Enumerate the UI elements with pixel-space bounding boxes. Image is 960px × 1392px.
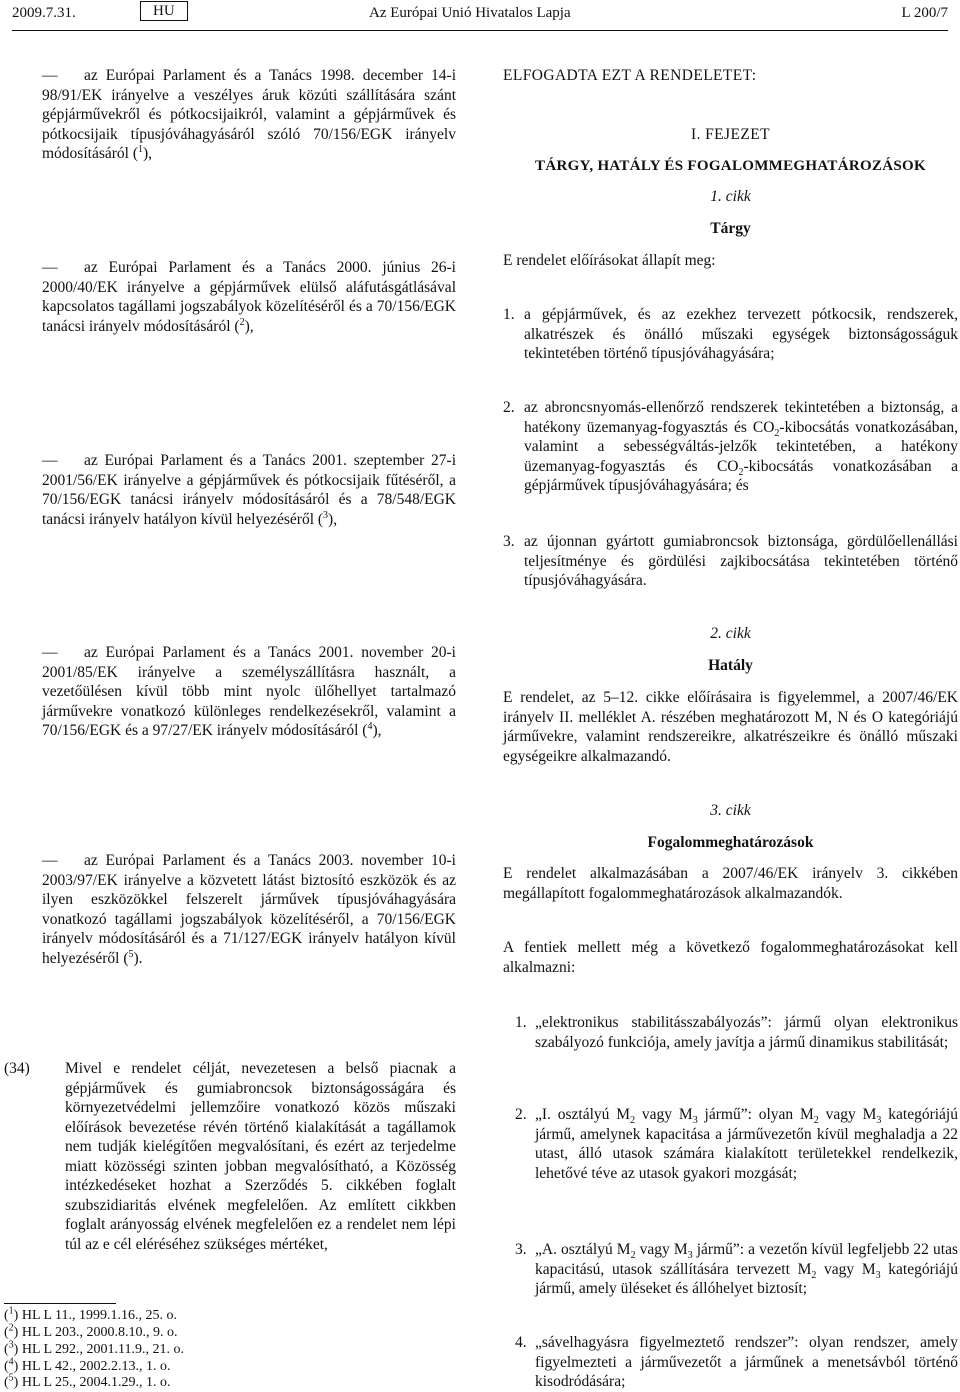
list-item: — az Európai Parlament és a Tanács 2003. november 10-i 2003/97/EK irányelve a közvetett látást biztosító eszközök és az ilyen eszközökkel felszerelt járművek típusjóváhagyására vonatkozó tagállami jogszabályok közelítéséről, a 70/156/EGK irányelv módosításáról és a 71/127/EGK irányelv hatályon kívül helyezéséről ($^5$). (42, 852, 456, 967)
footnote: ($^2$) HL L 203., 2000.8.10., 9. o. (4, 1322, 178, 1340)
adoption-formula: ELFOGADTA EZT A RENDELETET: (503, 67, 757, 84)
article-2-number: 2. cikk (710, 625, 751, 642)
article-1-intro: E rendelet előírásokat állapít meg: (503, 252, 716, 269)
article-2-text: E rendelet, az 5–12. cikke előírásaira is figyelemmel, a 2007/46/EK irányelv II. melléklet A. részében meghatározott M, N és O kategóriájú járművekre, valamint rendszereikre, alkatrészeikre és önálló műszaki egységeikre alkalmazandó. (503, 689, 958, 765)
footnote-ref: 3 (323, 509, 329, 521)
recital-34 (4, 1059, 456, 1254)
recital-text: Mivel e rendelet célját, nevezetesen a belső piacnak a gépjárművek és gumiabroncsok biztonságosságára és környezetvédelmi jellemzőire vonatkozó közös műszaki előírások bevezetése révén történő kialakítását a tagállamok nem tudják kielégítően megvalósítani, és ezért az terjedelme miatt közösségi szinten jobban megvalósítható, a Közösség intézkedéseket hozhat a Szerződés 5. cikkében foglalt szubszidiaritás elvének megfelelően. Az említett cikkben foglalt arányosság elvének megfelelően ez a rendelet nem lépi túl az e cél eléréséhez szükséges mértéket, (65, 1060, 456, 1253)
footnote: ($^1$) HL L 11., 1999.1.16., 25. o. (4, 1305, 177, 1323)
article-3-paragraph: E rendelet alkalmazásában a 2007/46/EK irányelv 3. cikkében megállapított fogalommeghatározások alkalmazandók. (503, 865, 958, 902)
footnote-ref: 5 (128, 948, 134, 960)
definition-item: 2. „I. osztályú $M_2$ vagy $M_3$ jármű”: olyan $M_2$ vagy $M_3$ kategóriájú jármű, amelynek kapacitása a járművezetőn kívül meghaladja a 22 utast, álló utasok számára kialakított területekkel rendelkezik, lehetővé téve az utasok gyakori mozgását; (515, 1106, 958, 1182)
article-1-point: 3. az újonnan gyártott gumiabroncsok biztonsága, gördülőellenállási teljesítménye és gördülési zajkibocsátása tekintetében történő típusjóváhagyására. (503, 533, 958, 589)
language-badge: HU (140, 1, 188, 21)
chapter-title: TÁRGY, HATÁLY ÉS FOGALOMMEGHATÁROZÁSOK (535, 158, 926, 174)
header-date: 2009.7.31. (12, 5, 76, 21)
footnote: ($^3$) HL L 292., 2001.11.9., 21. o. (4, 1339, 184, 1357)
page-header (12, 0, 948, 30)
recital-number: (34) (4, 1060, 30, 1077)
article-2-title: Hatály (708, 657, 753, 674)
article-1-number: 1. cikk (710, 188, 751, 205)
header-divider (12, 30, 948, 31)
definition-item: 3. „A. osztályú $M_2$ vagy $M_3$ jármű”: a vezetőn kívül legfeljebb 22 utas kapacitású, utasok szállítására tervezett $M_2$ vagy $M_3$ kategóriájú jármű, amely üléseket és állóhelyet biztosít; (515, 1241, 958, 1297)
article-1-title: Tárgy (710, 220, 751, 237)
article-3-paragraph: A fentiek mellett még a következő fogalommeghatározásokat kell alkalmazni: (503, 939, 958, 976)
article-1-point: 1. a gépjárművek, és az ezekhez tervezett pótkocsik, rendszerek, alkatrészek és önálló műszaki egységek biztonságosságuk tekintetében történő típusjóváhagyására; (503, 306, 958, 362)
journal-title: Az Európai Unió Hivatalos Lapja (369, 5, 571, 21)
footnote-ref: 2 (239, 316, 245, 328)
footnote: ($^5$) HL L 25., 2004.1.29., 1. o. (4, 1372, 171, 1390)
list-item: — az Európai Parlament és a Tanács 2001. november 20-i 2001/85/EK irányelve a személyszállításra használt, a vezetőülésen kívül több mint nyolc ülőhellyet tartalmazó járművekre vonatkozó különleges rendelkezésekről, valamint a 70/156/EGK és a 97/27/EK irányelv módosításáról ($^4$), (42, 644, 456, 739)
page-reference: L 200/7 (901, 5, 948, 21)
footnote: ($^4$) HL L 42., 2002.2.13., 1. o. (4, 1356, 171, 1374)
list-item: — az Európai Parlament és a Tanács 1998. december 14-i 98/91/EK irányelve a veszélyes áruk közúti szállítására szánt gépjárművekről és pótkocsijaikról, valamint a gépjárművek és pótkocsijaik típusjóváhagyásáról szóló 70/156/EGK irányelv módosításáról ($^1$), (42, 67, 456, 162)
list-item: — az Európai Parlament és a Tanács 2001. szeptember 27-i 2001/56/EK irányelve a gépjárművek és pótkocsijaik fűtéséről, a 70/156/EGK tanácsi irányelv módosításáról és a 78/548/EGK tanácsi irányelv hatályon kívül helyezéséről ($^3$), (42, 452, 456, 528)
definition-item: 1. „elektronikus stabilitásszabályozás”: jármű olyan elektronikus szabályozó funkciója, amely javítja a jármű dinamikus stabilitását; (515, 1014, 958, 1051)
footnote-divider (4, 1303, 116, 1304)
article-1-point: 2. az abroncsnyomás-ellenőrző rendszerek tekintetében a biztonság, a hatékony üzemanyag-fogyasztás és $CO_2$-kibocsátás vonatkozásában, valamint a sebességváltás-jelzők tekintetében, a hatékony üzemanyag-fogyasztás és $CO_2$-kibocsátás vonatkozásában a gépjárművek típusjóváhagyására; és (503, 399, 958, 494)
footnote-ref: 1 (138, 143, 143, 155)
article-3-title: Fogalommeghatározások (647, 834, 814, 851)
footnote-ref: 4 (367, 720, 373, 732)
list-item: — az Európai Parlament és a Tanács 2000. június 26-i 2000/40/EK irányelve a gépjárművek elülső aláfutásgátlásával kapcsolatos tagállami jogszabályok közelítéséről és a 70/156/EGK tanácsi irányelv módosításáról ($^2$), (42, 259, 456, 335)
definition-item: 4. „sávelhagyásra figyelmeztető rendszer”: olyan rendszer, amely figyelmezteti a járművezetőt a járműnek a menetsávból történő kisodródására; (515, 1334, 958, 1390)
article-3-number: 3. cikk (710, 802, 751, 819)
chapter-number: I. FEJEZET (691, 126, 770, 143)
